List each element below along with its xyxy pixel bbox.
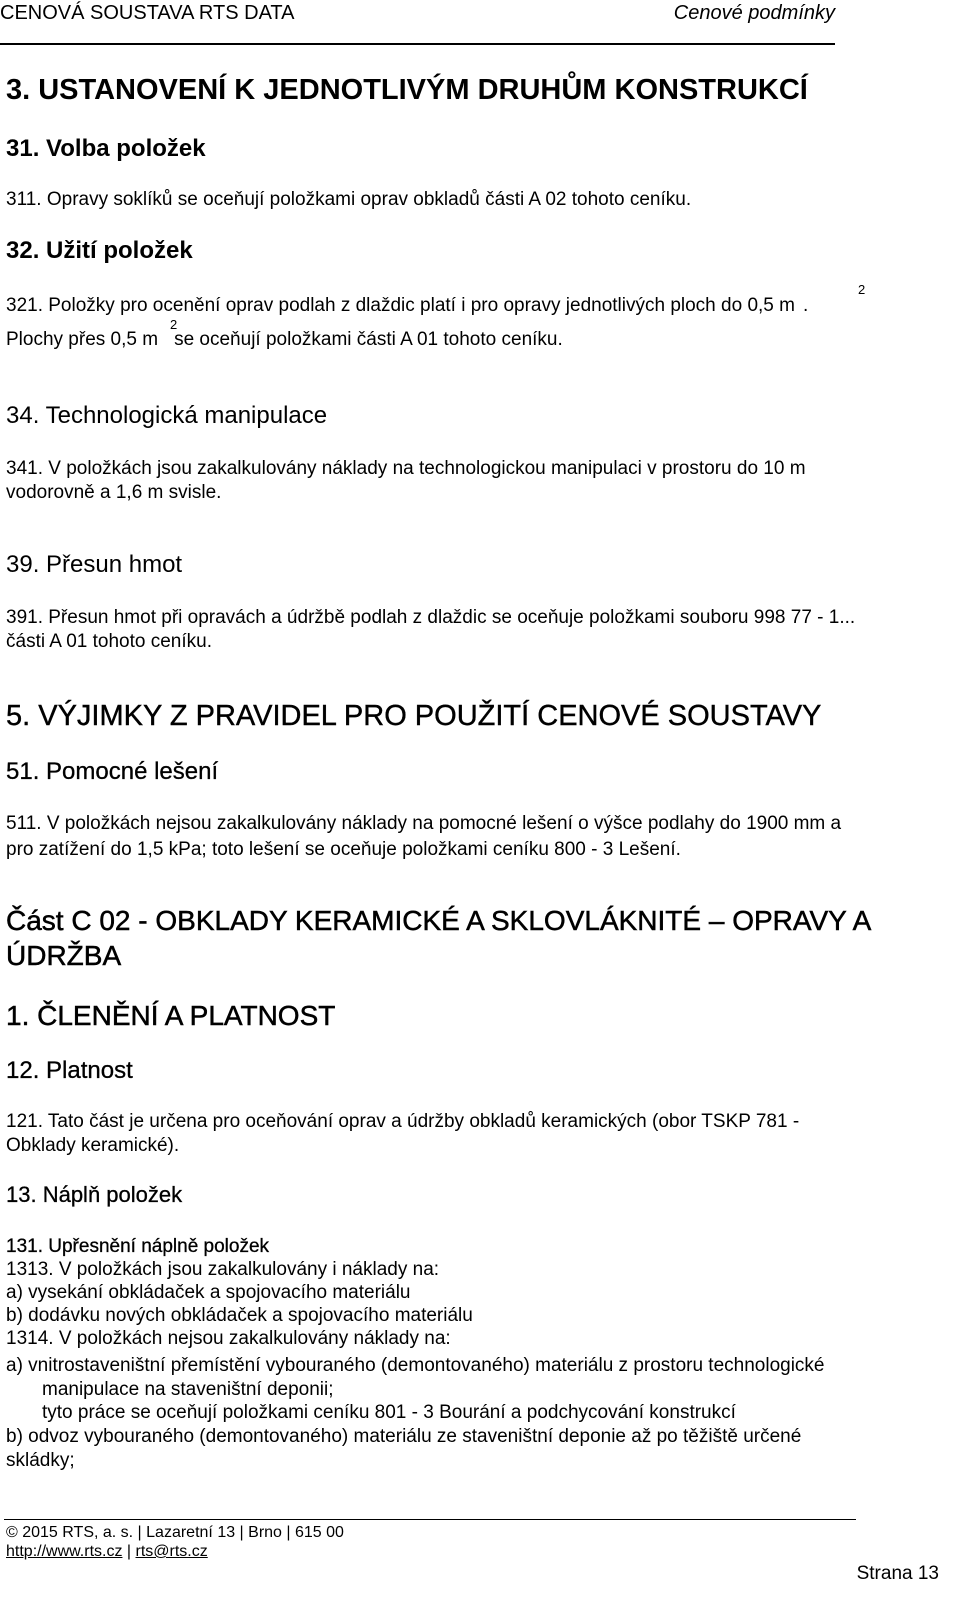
superscript-2: 2 (170, 317, 178, 332)
heading-31: 31. Volba položek (6, 135, 206, 162)
list-item-1314-a-line-2: manipulace na staveništní deponii; (42, 1379, 334, 1400)
header-publisher: CENOVÁ SOUSTAVA RTS DATA (0, 2, 295, 24)
heading-131: 131. Upřesnění náplně položek (6, 1236, 270, 1257)
paragraph-321-line-1: 321. Položky pro ocenění oprav podlah z dlaždic platí i pro opravy jednotlivých ploch do 0,5 m . (6, 295, 809, 316)
page-number: Strana 13 (856, 1563, 939, 1584)
section-3-title: 3. USTANOVENÍ K JEDNOTLIVÝM DRUHŮM KONSTRUKCÍ (6, 74, 808, 106)
heading-34: 34. Technologická manipulace (6, 402, 328, 429)
paragraph-1313: 1313. V položkách jsou zakalkulovány i náklady na: (6, 1259, 440, 1280)
part-c02-title-line-2: ÚDRŽBA (6, 940, 122, 971)
heading-32: 32. Užití položek (6, 237, 193, 264)
part-c02-title-line-1: Část C 02 - OBKLADY KERAMICKÉ A SKLOVLÁKNITÉ – OPRAVY A (6, 905, 872, 936)
superscript-2: 2 (858, 282, 866, 297)
paragraph-341-line-2: vodorovně a 1,6 m svisle. (6, 482, 222, 503)
paragraph-511-line-2: pro zatížení do 1,5 kPa; toto lešení se oceňuje položkami ceníku 800 - 3 Lešení. (6, 839, 681, 860)
paragraph-321-line-2: Plochy přes 0,5 m se oceňují položkami části A 01 tohoto ceníku. (6, 329, 563, 350)
list-item-1313-b: b) dodávku nových obkládaček a spojovacího materiálu (6, 1305, 473, 1326)
paragraph-311: 311. Opravy soklíků se oceňují položkami oprav obkladů části A 02 tohoto ceníku. (6, 189, 692, 210)
header-section: Cenové podmínky (673, 2, 835, 24)
email-link[interactable]: rts@rts.cz (135, 1543, 208, 1560)
list-item-1314-b-line-1: b) odvoz vybouraného (demontovaného) materiálu ze staveništní deponie až po těžiště určené (6, 1426, 802, 1447)
list-item-1314-a-line-3: tyto práce se oceňují položkami ceníku 801 - 3 Bourání a podchycování konstrukcí (42, 1402, 736, 1423)
heading-13: 13. Náplň položek (6, 1182, 183, 1207)
website-link[interactable]: http://www.rts.cz (6, 1543, 123, 1560)
paragraph-121-line-2: Obklady keramické). (6, 1135, 180, 1156)
header-divider (0, 43, 835, 45)
paragraph-341-line-1: 341. V položkách jsou zakalkulovány náklady na technologickou manipulaci v prostoru do 10 m (6, 458, 806, 479)
footer-address: © 2015 RTS, a. s. | Lazaretní 13 | Brno | 615 00 (6, 1524, 344, 1541)
footer-divider (4, 1519, 856, 1520)
heading-51: 51. Pomocné lešení (6, 758, 219, 785)
list-item-1314-b-line-2: skládky; (6, 1450, 75, 1471)
heading-39: 39. Přesun hmot (6, 551, 183, 578)
footer-separator: | (122, 1543, 136, 1560)
paragraph-391-line-1: 391. Přesun hmot při opravách a údržbě podlah z dlaždic se oceňuje položkami souboru 998 77 - 1... (6, 607, 856, 628)
paragraph-1314: 1314. V položkách nejsou zakalkulovány náklady na: (6, 1328, 451, 1349)
footer-links (6, 1543, 208, 1561)
section-5-title: 5. VÝJIMKY Z PRAVIDEL PRO POUŽITÍ CENOVÉ SOUSTAVY (6, 700, 822, 732)
section-1-title: 1. ČLENĚNÍ A PLATNOST (6, 1000, 336, 1031)
list-item-1314-a-line-1: a) vnitrostaveništní přemístění vybouraného (demontovaného) materiálu z prostoru technologické (6, 1355, 825, 1376)
paragraph-121-line-1: 121. Tato část je určena pro oceňování oprav a údržby obkladů keramických (obor TSKP 781 - (6, 1111, 800, 1132)
list-item-1313-a: a) vysekání obkládaček a spojovacího materiálu (6, 1282, 411, 1303)
paragraph-391-line-2: části A 01 tohoto ceníku. (6, 631, 212, 652)
paragraph-511-line-1: 511. V položkách nejsou zakalkulovány náklady na pomocné lešení o výšce podlahy do 1900 mm a (6, 813, 842, 834)
heading-12: 12. Platnost (6, 1057, 133, 1084)
